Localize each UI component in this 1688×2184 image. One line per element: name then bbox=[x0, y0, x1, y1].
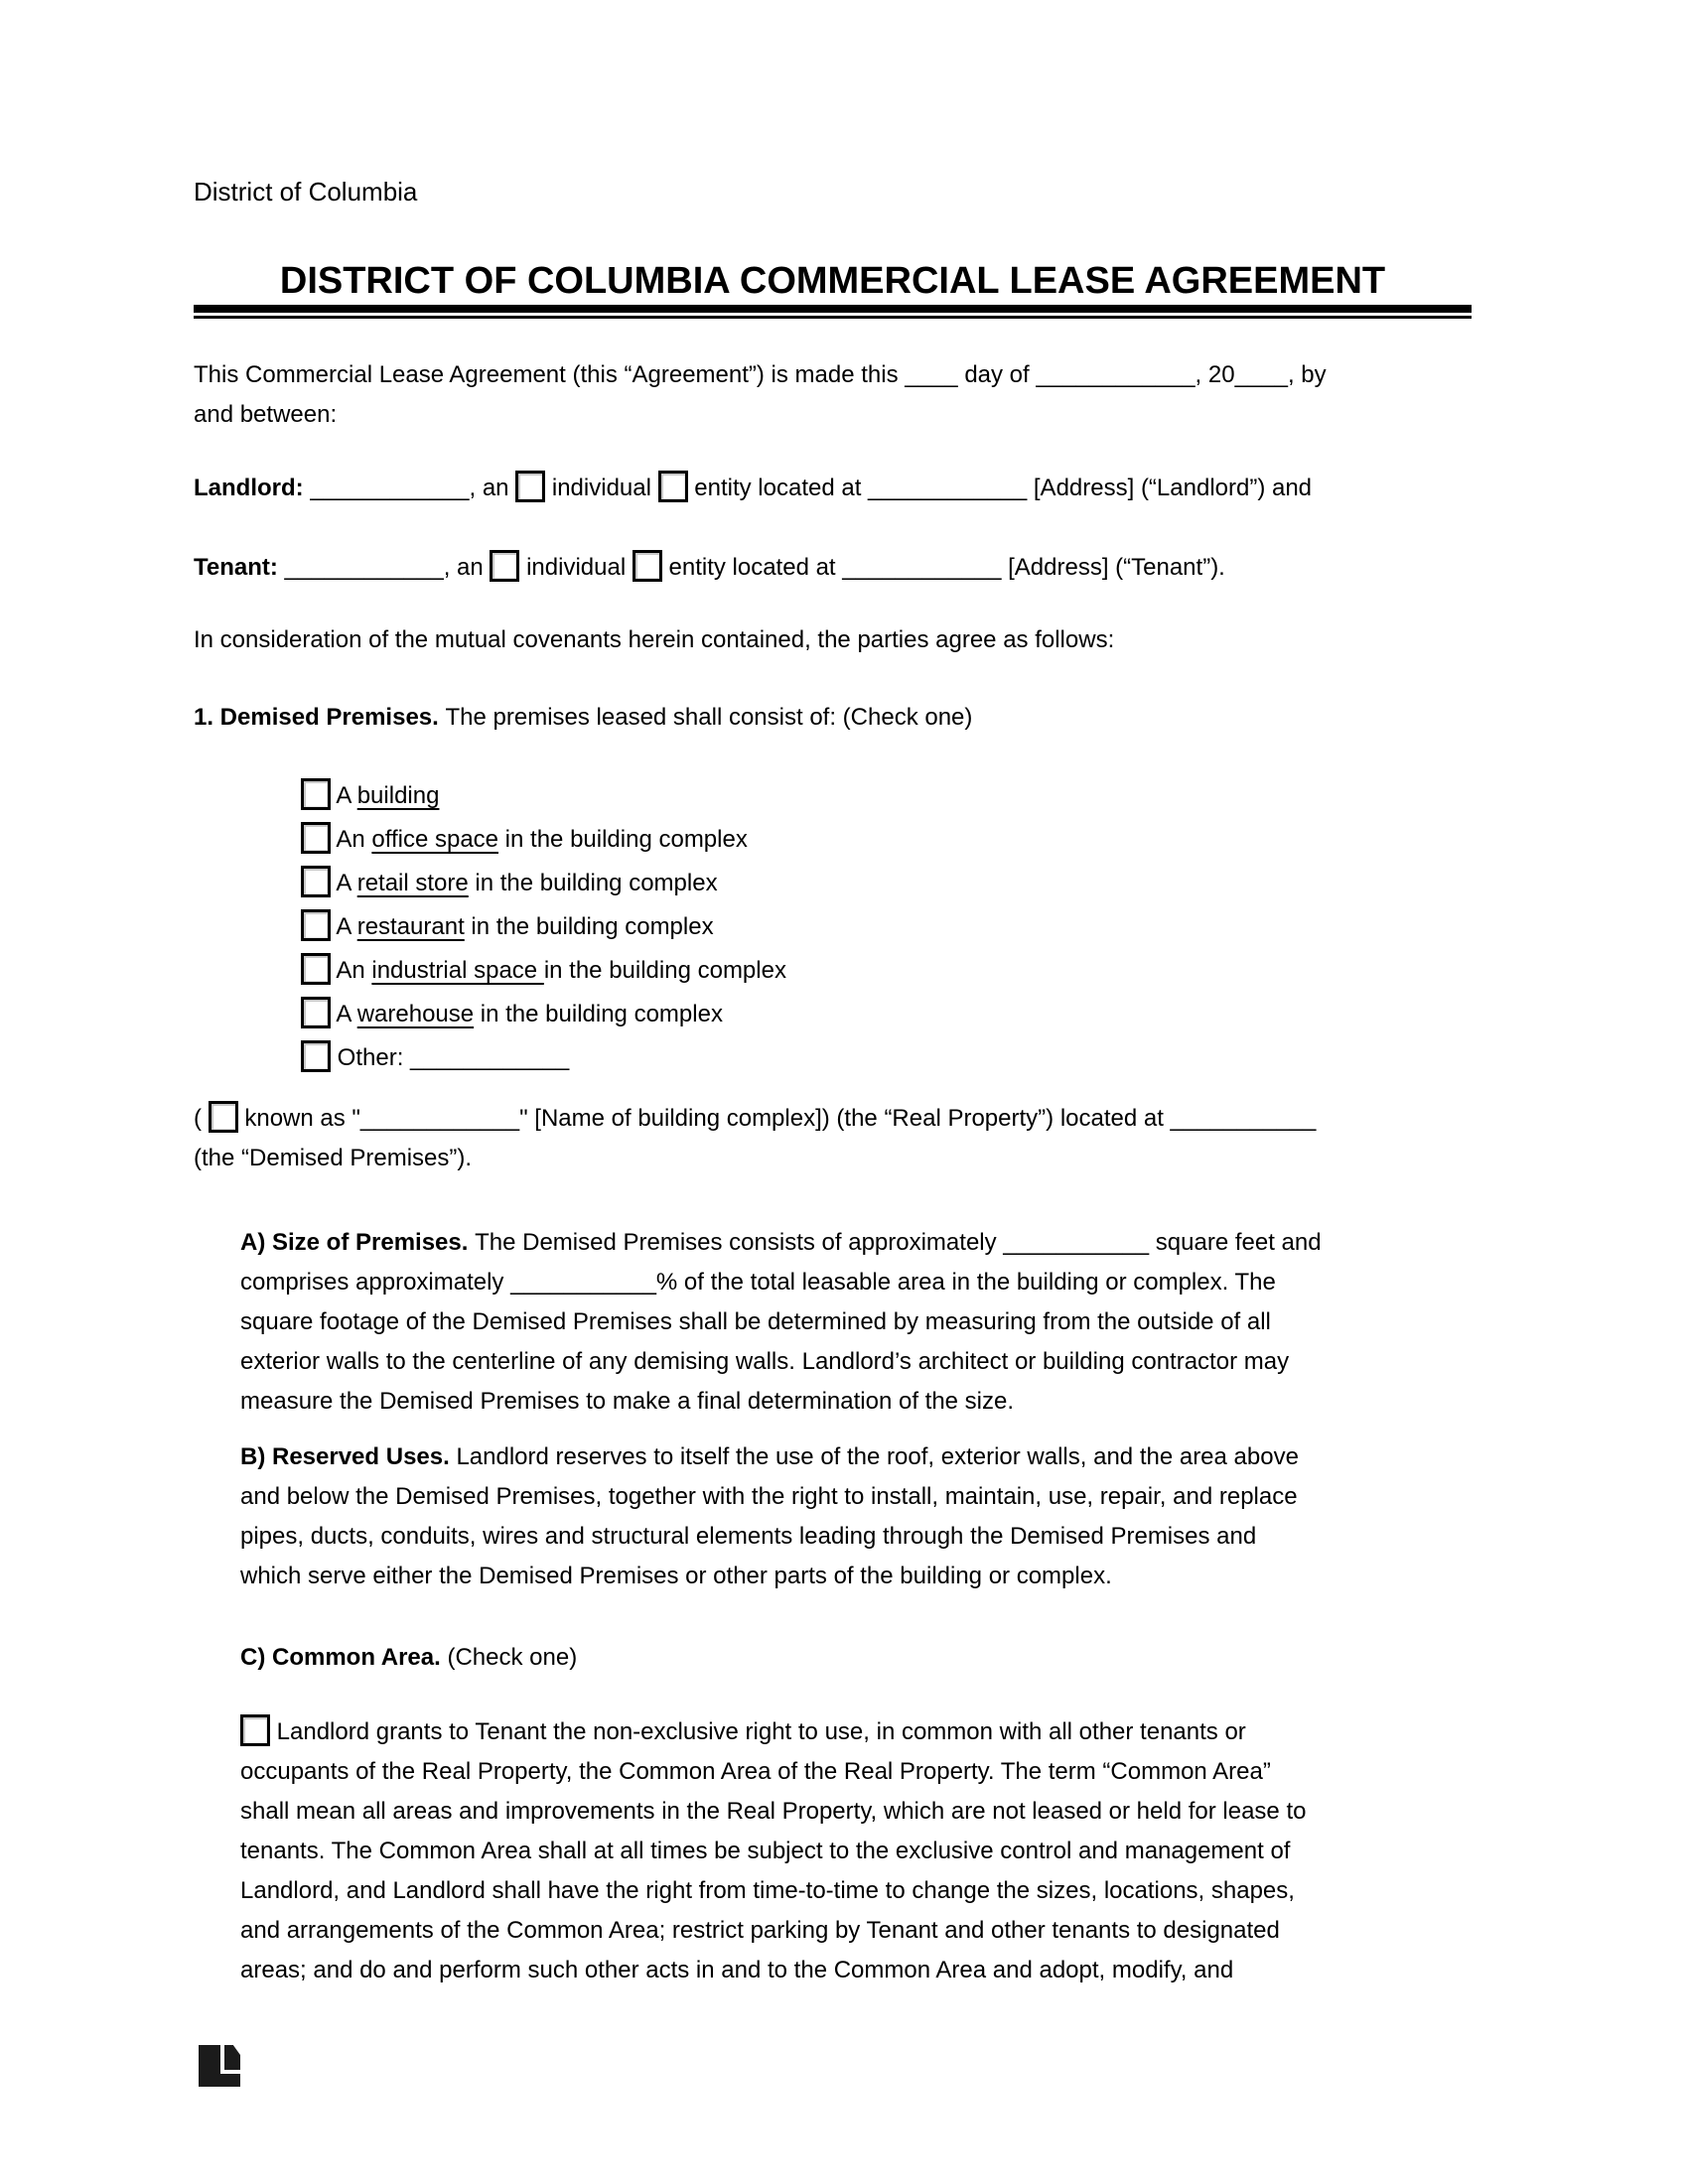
text-run: The premises leased shall consist of: (Check one) bbox=[445, 704, 973, 731]
text-run: and between: bbox=[194, 401, 338, 428]
consideration-paragraph-line-1 bbox=[194, 620, 1472, 660]
title-rule-thin-bar bbox=[194, 316, 1472, 319]
size-of-premises-paragraph-line-5 bbox=[240, 1382, 1472, 1422]
size-of-premises-paragraph-line-1 bbox=[240, 1223, 1472, 1263]
bold-text-run: Tenant: bbox=[194, 554, 285, 581]
reserved-uses-paragraph-line-2 bbox=[240, 1477, 1472, 1517]
consideration-paragraph bbox=[194, 620, 1472, 660]
known-as-paragraph-line-1 bbox=[194, 1099, 1472, 1139]
reserved-uses-paragraph bbox=[240, 1437, 1472, 1596]
premises-type-list-line-6 bbox=[301, 993, 1472, 1036]
text-run: tenants. The Common Area shall at all times be subject to the exclusive control and management of bbox=[240, 1838, 1291, 1864]
landlord-line-checkbox-2[interactable] bbox=[658, 471, 688, 502]
common-area-paragraph-line-5 bbox=[240, 1871, 1472, 1911]
size-of-premises-paragraph-line-2 bbox=[240, 1263, 1472, 1302]
text-run: measure the Demised Premises to make a final determination of the size. bbox=[240, 1388, 1015, 1415]
size-of-premises-paragraph-line-3 bbox=[240, 1302, 1472, 1342]
known-as-paragraph-line-2 bbox=[194, 1139, 1472, 1178]
reserved-uses-paragraph-line-1 bbox=[240, 1437, 1472, 1477]
text-run: Landlord, and Landlord shall have the right from time-to-time to change the sizes, locations, shapes, bbox=[240, 1877, 1295, 1904]
text-run: occupants of the Real Property, the Common Area of the Real Property. The term “Common Area” bbox=[240, 1758, 1271, 1785]
premises-type-list-checkbox-7[interactable] bbox=[301, 1040, 331, 1072]
text-run: shall mean all areas and improvements in the Real Property, which are not leased or held for lease to bbox=[240, 1798, 1307, 1825]
underlined-text-run: industrial space bbox=[371, 957, 544, 984]
document-body bbox=[194, 355, 1472, 1990]
text-run: ____________, an bbox=[284, 554, 491, 581]
demised-premises-heading-line-1 bbox=[194, 698, 1472, 738]
text-run: The Demised Premises consists of approximately ___________ square feet and bbox=[475, 1229, 1322, 1256]
text-run: A bbox=[331, 1001, 357, 1027]
underlined-text-run: building bbox=[356, 782, 440, 809]
text-run: entity located at ____________ [Address] (“Landlord”) and bbox=[687, 475, 1313, 501]
underlined-text-run: retail store bbox=[356, 870, 469, 896]
size-of-premises-paragraph bbox=[240, 1223, 1472, 1422]
underlined-text-run: office space bbox=[371, 826, 499, 853]
premises-type-list-line-1 bbox=[301, 774, 1472, 818]
text-run: in the building complex bbox=[543, 957, 786, 984]
text-run: Other: ____________ bbox=[331, 1044, 570, 1071]
text-run: (the “Demised Premises”). bbox=[194, 1145, 473, 1171]
text-run: and below the Demised Premises, together with the right to install, maintain, use, repair, and replace bbox=[240, 1483, 1298, 1510]
size-of-premises-paragraph-line-4 bbox=[240, 1342, 1472, 1382]
text-run: and arrangements of the Common Area; restrict parking by Tenant and other tenants to designated bbox=[240, 1917, 1280, 1944]
bold-text-run: Landlord: bbox=[194, 475, 311, 501]
reserved-uses-paragraph-line-4 bbox=[240, 1557, 1472, 1596]
text-run: Landlord grants to Tenant the non-exclusive right to use, in common with all other tenants or bbox=[270, 1718, 1246, 1745]
tenant-line-checkbox-2[interactable] bbox=[633, 550, 662, 582]
common-area-paragraph-line-1 bbox=[240, 1712, 1472, 1752]
text-run: exterior walls to the centerline of any demising walls. Landlord’s architect or building contractor may bbox=[240, 1348, 1290, 1375]
tenant-line-checkbox-1[interactable] bbox=[490, 550, 519, 582]
underlined-text-run: warehouse bbox=[356, 1001, 475, 1027]
premises-type-list-checkbox-1[interactable] bbox=[301, 778, 331, 810]
premises-type-list bbox=[301, 774, 1472, 1080]
text-run: areas; and do and perform such other acts in and to the Common Area and adopt, modify, and bbox=[240, 1957, 1234, 1983]
demised-premises-heading bbox=[194, 698, 1472, 738]
text-run: in the building complex bbox=[464, 913, 714, 940]
text-run: known as "____________" [Name of building complex]) (the “Real Property”) located at ___________ bbox=[237, 1105, 1317, 1132]
underlined-text-run: restaurant bbox=[356, 913, 465, 940]
common-area-paragraph-line-3 bbox=[240, 1792, 1472, 1832]
text-run: in the building complex bbox=[498, 826, 748, 853]
common-area-paragraph-line-4 bbox=[240, 1832, 1472, 1871]
text-run: individual bbox=[519, 554, 633, 581]
text-run: square footage of the Demised Premises shall be determined by measuring from the outside of all bbox=[240, 1308, 1271, 1335]
premises-type-list-line-7 bbox=[301, 1036, 1472, 1080]
text-run: ( bbox=[194, 1105, 209, 1132]
text-run: individual bbox=[545, 475, 658, 501]
tenant-line bbox=[194, 548, 1472, 588]
common-area-paragraph-line-6 bbox=[240, 1911, 1472, 1951]
premises-type-list-line-3 bbox=[301, 862, 1472, 905]
known-as-paragraph-checkbox-1[interactable] bbox=[209, 1101, 238, 1133]
text-run: An bbox=[331, 826, 372, 853]
premises-type-list-line-2 bbox=[301, 818, 1472, 862]
intro-paragraph bbox=[194, 355, 1472, 435]
text-run: comprises approximately ___________% of the total leasable area in the building or complex. The bbox=[240, 1269, 1276, 1296]
text-run: A bbox=[331, 913, 357, 940]
bold-text-run: C) Common Area. bbox=[240, 1644, 448, 1671]
text-run: A bbox=[331, 782, 357, 809]
text-run: in the building complex bbox=[474, 1001, 723, 1027]
logo-bottom-bar-icon bbox=[199, 2074, 240, 2087]
text-run: Landlord reserves to itself the use of the roof, exterior walls, and the area above bbox=[456, 1443, 1299, 1470]
intro-paragraph-line-1 bbox=[194, 355, 1472, 395]
title-rule bbox=[194, 305, 1472, 319]
text-run: An bbox=[331, 957, 372, 984]
premises-type-list-checkbox-5[interactable] bbox=[301, 953, 331, 985]
common-area-heading-line-1 bbox=[240, 1638, 1472, 1678]
premises-type-list-checkbox-4[interactable] bbox=[301, 909, 331, 941]
tenant-line-line-1 bbox=[194, 548, 1472, 588]
legal-templates-logo bbox=[199, 2045, 240, 2087]
document-state-label: District of Columbia bbox=[194, 177, 418, 206]
common-area-heading bbox=[240, 1638, 1472, 1678]
logo-document-icon bbox=[224, 2045, 240, 2070]
known-as-paragraph bbox=[194, 1099, 1472, 1178]
premises-type-list-checkbox-3[interactable] bbox=[301, 866, 331, 897]
landlord-line-line-1 bbox=[194, 469, 1472, 508]
common-area-paragraph-checkbox-1[interactable] bbox=[240, 1714, 270, 1746]
title-rule-thick-bar bbox=[194, 305, 1472, 313]
text-run: in the building complex bbox=[468, 870, 718, 896]
text-run: A bbox=[331, 870, 357, 896]
text-run: entity located at ____________ [Address] (“Tenant”). bbox=[661, 554, 1225, 581]
document-title: DISTRICT OF COLUMBIA COMMERCIAL LEASE AGREEMENT bbox=[279, 260, 1386, 302]
common-area-paragraph-line-7 bbox=[240, 1951, 1472, 1990]
bold-text-run: B) Reserved Uses. bbox=[240, 1443, 457, 1470]
premises-type-list-line-4 bbox=[301, 905, 1472, 949]
premises-type-list-checkbox-6[interactable] bbox=[301, 997, 331, 1028]
text-run: This Commercial Lease Agreement (this “Agreement”) is made this ____ day of ____________, 20____, by bbox=[194, 361, 1327, 388]
bold-text-run: 1. Demised Premises. bbox=[194, 704, 446, 731]
text-run: pipes, ducts, conduits, wires and structural elements leading through the Demised Premises and bbox=[240, 1523, 1257, 1550]
landlord-line-checkbox-1[interactable] bbox=[515, 471, 545, 502]
text-run: which serve either the Demised Premises or other parts of the building or complex. bbox=[240, 1563, 1112, 1589]
text-run: In consideration of the mutual covenants herein contained, the parties agree as follows: bbox=[194, 626, 1115, 653]
text-run: ____________, an bbox=[310, 475, 516, 501]
bold-text-run: A) Size of Premises. bbox=[240, 1229, 476, 1256]
premises-type-list-line-5 bbox=[301, 949, 1472, 993]
common-area-paragraph bbox=[240, 1712, 1472, 1990]
intro-paragraph-line-2 bbox=[194, 395, 1472, 435]
landlord-line bbox=[194, 469, 1472, 508]
text-run: (Check one) bbox=[447, 1644, 578, 1671]
common-area-paragraph-line-2 bbox=[240, 1752, 1472, 1792]
premises-type-list-checkbox-2[interactable] bbox=[301, 822, 331, 854]
reserved-uses-paragraph-line-3 bbox=[240, 1517, 1472, 1557]
